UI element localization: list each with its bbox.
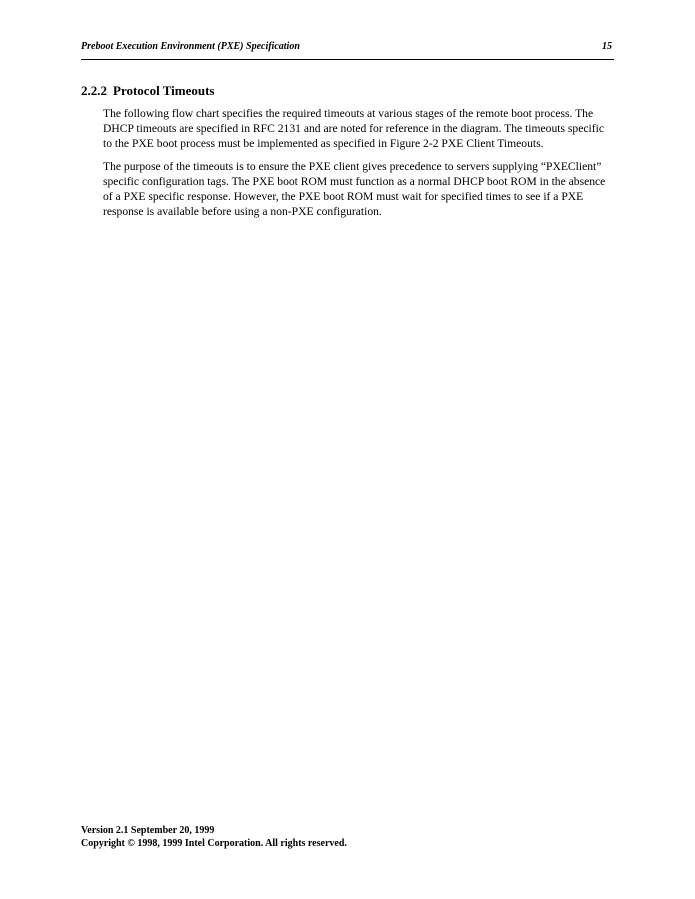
footer-copyright: Copyright © 1998, 1999 Intel Corporation. All rights reserved.	[81, 838, 347, 849]
paragraph-timeouts-intro: The following flow chart specifies the required timeouts at various stages of the remote boot process. The DHCP timeouts are specified in RFC 2131 and are noted for reference in the diagram. The timeouts specific to the PXE boot process must be implemented as specified in Figure 2-2 PXE Client Timeouts.	[103, 107, 604, 150]
paragraph-timeouts-purpose: The purpose of the timeouts is to ensure the PXE client gives precedence to servers supplying “PXEClient” specific configuration tags. The PXE boot ROM must function as a normal DHCP boot ROM in the absence of a PXE specific response. However, the PXE boot ROM must wait for specified times to see if a PXE response is available before using a non-PXE configuration.	[103, 160, 606, 218]
section-heading	[81, 83, 214, 99]
section-body	[103, 106, 615, 227]
section-title: Protocol Timeouts	[113, 83, 215, 98]
page-footer	[81, 824, 347, 850]
footer-version: Version 2.1 September 20, 1999	[81, 825, 215, 836]
page-header	[81, 39, 614, 60]
header-page-number: 15	[602, 41, 612, 52]
header-title: Preboot Execution Environment (PXE) Specification	[81, 41, 300, 52]
section-number: 2.2.2	[81, 83, 107, 98]
